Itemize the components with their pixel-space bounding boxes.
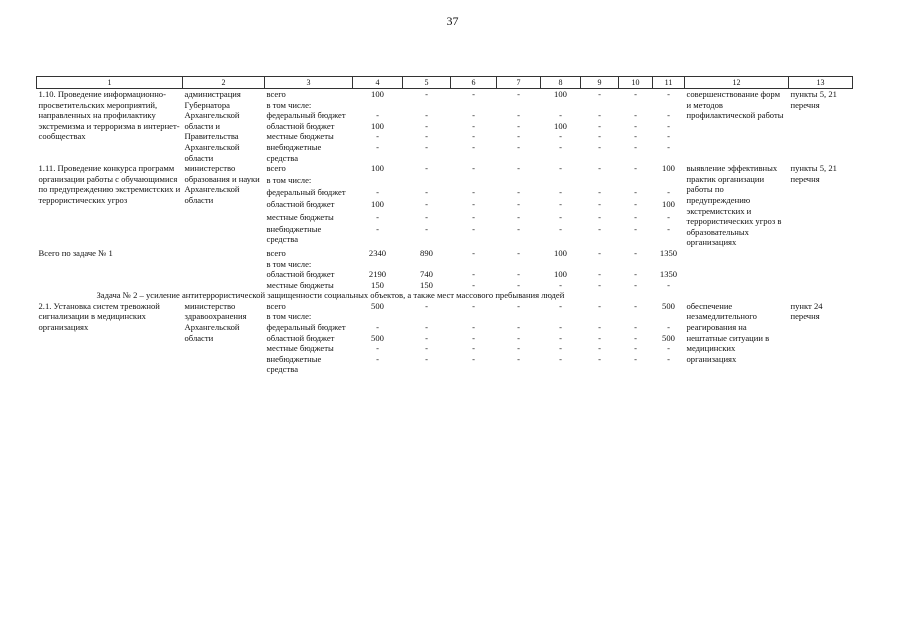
program-table [36, 76, 853, 375]
value-cell: - [472, 223, 475, 234]
header-cell: 11 [653, 77, 685, 89]
header-cell: 13 [789, 77, 853, 89]
value-cell: - [667, 131, 670, 142]
value-cell: - [472, 187, 475, 198]
value-cell: - [559, 141, 562, 152]
value-cell: 1350 [659, 247, 678, 258]
header-cell: 4 [353, 77, 403, 89]
value-cell: - [559, 343, 562, 354]
value-cell: - [559, 211, 562, 222]
source-cell: в том числе: [266, 99, 312, 110]
value-cell: - [517, 269, 520, 280]
value-cell [653, 100, 685, 111]
source-cell: в том числе: [266, 175, 312, 186]
value-cell: - [425, 89, 428, 99]
value-cell: - [667, 187, 670, 198]
value-cell: 100 [371, 163, 384, 174]
value-cell: - [559, 300, 562, 311]
value-cell: - [634, 187, 637, 198]
value-cell: - [634, 141, 637, 152]
value-cell: - [634, 269, 637, 280]
value-cell: - [517, 279, 520, 290]
value-cell: - [517, 89, 520, 99]
value-cell [451, 100, 497, 111]
basis-cell: пункт 24 перечня [790, 300, 823, 322]
executor-cell: администрация Губернатора Архангельской области и Правительства Архангельской области [184, 89, 241, 163]
value-cell: - [472, 89, 475, 99]
value-cell: - [425, 353, 428, 364]
value-cell: 500 [371, 300, 384, 311]
value-cell: - [472, 279, 475, 290]
value-cell [541, 100, 581, 111]
value-cell [403, 175, 451, 187]
value-cell: - [667, 353, 670, 364]
measure-cell: 1.10. Проведение информационно-просветительских мероприятий, направленных на профилактику экстремизма и терроризма в интернет-сообществах [38, 89, 180, 142]
value-cell [497, 100, 541, 111]
source-cell: всего [266, 247, 286, 258]
executor-cell: министерство здравоохранения Архангельской области [184, 300, 247, 343]
value-cell: - [598, 343, 601, 354]
value-cell: - [517, 353, 520, 364]
value-cell: - [598, 279, 601, 290]
table-row [37, 248, 853, 259]
header-cell: 8 [541, 77, 581, 89]
source-cell: местные бюджеты [266, 343, 334, 354]
value-cell: - [634, 247, 637, 258]
value-cell: - [517, 223, 520, 234]
value-cell: - [472, 120, 475, 131]
value-cell: - [634, 110, 637, 121]
value-cell: 740 [420, 269, 433, 280]
value-cell: - [559, 131, 562, 142]
value-cell: - [598, 211, 601, 222]
value-cell: - [376, 141, 379, 152]
task-heading: Задача № 2 – усиление антитеррористической защищенности социальных объектов, а также мест массового пребывания людей [96, 290, 565, 301]
value-cell [353, 100, 403, 111]
source-cell: всего [266, 89, 286, 99]
value-cell: - [598, 353, 601, 364]
value-cell: 100 [662, 163, 675, 174]
table-row [37, 89, 853, 100]
value-cell: 100 [554, 89, 567, 99]
header-cell: 7 [497, 77, 541, 89]
value-cell [353, 311, 403, 322]
value-cell: - [667, 211, 670, 222]
source-cell: в том числе: [266, 311, 312, 322]
value-cell [497, 259, 541, 270]
basis-cell: пункты 5, 21 перечня [790, 163, 837, 184]
value-cell: - [517, 120, 520, 131]
value-cell: - [472, 199, 475, 210]
executor-cell [183, 248, 265, 290]
header-cell: 5 [403, 77, 451, 89]
value-cell: - [376, 187, 379, 198]
value-cell: - [634, 279, 637, 290]
value-cell: - [376, 322, 379, 333]
value-cell: - [598, 163, 601, 174]
value-cell: - [472, 300, 475, 311]
value-cell: - [472, 269, 475, 280]
source-cell: в том числе: [266, 258, 312, 269]
value-cell: 150 [420, 279, 433, 290]
value-cell: - [598, 322, 601, 333]
value-cell: - [376, 223, 379, 234]
table-row [37, 163, 853, 175]
value-cell: - [517, 187, 520, 198]
value-cell: 2190 [368, 269, 387, 280]
basis-cell [789, 248, 853, 290]
result-cell: совершенствование форм и методов профилактической работы [686, 89, 784, 121]
executor-cell: министерство образования и науки Архангельской области [184, 163, 260, 205]
value-cell: - [598, 141, 601, 152]
value-cell: - [598, 199, 601, 210]
value-cell: - [472, 343, 475, 354]
value-cell [497, 175, 541, 187]
value-cell: 2340 [368, 247, 387, 258]
value-cell: - [667, 343, 670, 354]
value-cell: - [634, 223, 637, 234]
value-cell: 890 [420, 247, 433, 258]
header-cell: 6 [451, 77, 497, 89]
source-cell: внебюджетные средства [266, 141, 322, 163]
value-cell: - [517, 322, 520, 333]
value-cell: - [425, 343, 428, 354]
header-cell: 3 [265, 77, 353, 89]
value-cell [619, 311, 653, 322]
value-cell: - [634, 353, 637, 364]
value-cell: - [559, 110, 562, 121]
value-cell: 1350 [659, 269, 678, 280]
value-cell: - [517, 332, 520, 343]
value-cell: - [667, 279, 670, 290]
measure-cell: 2.1. Установка систем тревожной сигнализации в медицинских организациях [38, 300, 160, 333]
value-cell: - [425, 199, 428, 210]
value-cell [353, 175, 403, 187]
value-cell [653, 259, 685, 270]
source-cell: внебюджетные средства [266, 353, 322, 375]
value-cell: 500 [662, 300, 675, 311]
value-cell: - [472, 353, 475, 364]
value-cell [619, 259, 653, 270]
value-cell: - [517, 247, 520, 258]
value-cell: 100 [371, 120, 384, 131]
value-cell [541, 259, 581, 270]
value-cell: - [634, 322, 637, 333]
value-cell: - [425, 163, 428, 174]
value-cell: - [559, 163, 562, 174]
value-cell: - [634, 89, 637, 99]
value-cell [541, 175, 581, 187]
header-cell: 9 [581, 77, 619, 89]
value-cell: - [472, 131, 475, 142]
value-cell: 100 [554, 269, 567, 280]
value-cell: - [517, 131, 520, 142]
value-cell [619, 100, 653, 111]
task-heading-row [37, 290, 853, 301]
value-cell: 100 [554, 120, 567, 131]
table-row [37, 301, 853, 312]
source-cell: внебюджетные средства [266, 223, 322, 245]
value-cell: - [425, 110, 428, 121]
value-cell: - [559, 322, 562, 333]
header-cell: 10 [619, 77, 653, 89]
value-cell: - [472, 332, 475, 343]
value-cell [497, 311, 541, 322]
value-cell: - [598, 120, 601, 131]
value-cell [403, 311, 451, 322]
value-cell: - [634, 199, 637, 210]
value-cell: - [517, 163, 520, 174]
value-cell: 500 [662, 332, 675, 343]
value-cell: - [425, 211, 428, 222]
source-cell: федеральный бюджет [266, 187, 346, 198]
source-cell: местные бюджеты [266, 279, 334, 290]
value-cell [451, 311, 497, 322]
value-cell: 500 [371, 332, 384, 343]
value-cell: - [472, 163, 475, 174]
value-cell: - [559, 353, 562, 364]
value-cell: - [634, 343, 637, 354]
value-cell: - [634, 332, 637, 343]
value-cell: - [667, 322, 670, 333]
result-cell [685, 248, 789, 290]
value-cell: - [425, 187, 428, 198]
value-cell: - [517, 300, 520, 311]
value-cell: - [598, 131, 601, 142]
value-cell: 100 [554, 247, 567, 258]
value-cell: - [376, 110, 379, 121]
value-cell [581, 175, 619, 187]
value-cell: - [517, 199, 520, 210]
value-cell: - [598, 223, 601, 234]
value-cell: - [559, 199, 562, 210]
value-cell [403, 259, 451, 270]
header-row [37, 77, 853, 89]
value-cell: - [559, 187, 562, 198]
value-cell [541, 311, 581, 322]
value-cell: - [598, 110, 601, 121]
source-cell: всего [266, 300, 286, 311]
value-cell: - [517, 141, 520, 152]
basis-cell: пункты 5, 21 перечня [790, 89, 837, 110]
value-cell: - [425, 131, 428, 142]
value-cell [653, 175, 685, 187]
source-cell: областной бюджет [266, 269, 335, 280]
source-cell: федеральный бюджет [266, 110, 346, 121]
value-cell: - [425, 223, 428, 234]
value-cell: - [598, 332, 601, 343]
source-cell: областной бюджет [266, 332, 335, 343]
value-cell: - [667, 223, 670, 234]
value-cell: - [376, 211, 379, 222]
value-cell: - [598, 187, 601, 198]
value-cell: - [634, 300, 637, 311]
value-cell [619, 175, 653, 187]
value-cell: - [472, 211, 475, 222]
value-cell: - [425, 332, 428, 343]
value-cell: - [667, 110, 670, 121]
value-cell [353, 259, 403, 270]
source-cell: местные бюджеты [266, 131, 334, 142]
value-cell: 150 [371, 279, 384, 290]
value-cell: - [559, 332, 562, 343]
value-cell: - [598, 247, 601, 258]
value-cell: - [376, 131, 379, 142]
value-cell: - [634, 120, 637, 131]
value-cell [451, 259, 497, 270]
value-cell [403, 100, 451, 111]
result-cell: выявление эффективных практик организации работы по предупреждению экстремистских и террористических угроз в образовательных организациях [686, 163, 782, 248]
source-cell: всего [266, 163, 286, 174]
value-cell [581, 311, 619, 322]
value-cell: - [517, 110, 520, 121]
value-cell: - [376, 343, 379, 354]
value-cell: - [376, 353, 379, 364]
source-cell: областной бюджет [266, 199, 335, 210]
value-cell: - [425, 120, 428, 131]
value-cell: - [472, 322, 475, 333]
value-cell: - [667, 120, 670, 131]
value-cell [581, 259, 619, 270]
value-cell: - [559, 223, 562, 234]
source-cell: федеральный бюджет [266, 322, 346, 333]
header-cell: 12 [685, 77, 789, 89]
result-cell: обеспечение незамедлительного реагирования на нештатные ситуации в медицинских организациях [686, 300, 770, 364]
value-cell: - [472, 141, 475, 152]
value-cell: - [634, 131, 637, 142]
measure-cell: 1.11. Проведение конкурса программ организации работы с обучающимися по предупреждению экстремистских и террористических угроз [38, 163, 181, 205]
measure-cell: Всего по задаче № 1 [38, 247, 113, 258]
value-cell: - [425, 141, 428, 152]
value-cell: - [598, 269, 601, 280]
value-cell: - [517, 343, 520, 354]
header-cell: 2 [183, 77, 265, 89]
source-cell: местные бюджеты [266, 211, 334, 222]
page-number: 37 [446, 14, 459, 28]
value-cell [653, 311, 685, 322]
source-cell: областной бюджет [266, 120, 335, 131]
value-cell [581, 100, 619, 111]
value-cell: - [667, 89, 670, 99]
value-cell: - [425, 300, 428, 311]
value-cell: - [667, 141, 670, 152]
value-cell: - [634, 211, 637, 222]
value-cell: - [598, 300, 601, 311]
value-cell: - [425, 322, 428, 333]
value-cell: - [472, 110, 475, 121]
value-cell: 100 [371, 199, 384, 210]
value-cell: - [517, 211, 520, 222]
value-cell: - [472, 247, 475, 258]
value-cell: - [559, 279, 562, 290]
value-cell: 100 [662, 199, 675, 210]
value-cell [451, 175, 497, 187]
header-cell: 1 [37, 77, 183, 89]
value-cell: 100 [371, 89, 384, 99]
value-cell: - [598, 89, 601, 99]
value-cell: - [634, 163, 637, 174]
